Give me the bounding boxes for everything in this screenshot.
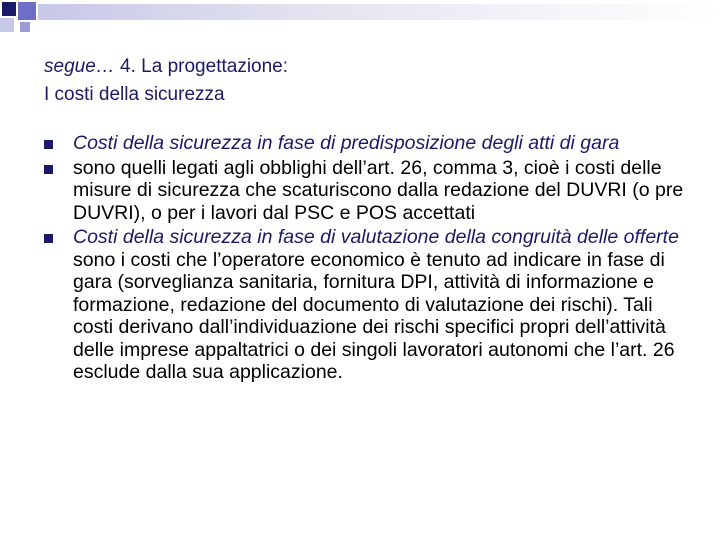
- bullet-square-icon: [44, 140, 53, 149]
- bullet-square-icon: [44, 165, 53, 174]
- bullet-item: [44, 226, 684, 384]
- bullet-square-icon: [44, 234, 53, 243]
- bullet-text: sono i costi che l’operatore economico è tenuto ad indicare in fase di gara (sorveglianza sanitaria, fornitura DPI, attività di informazione e formazione, redazione del documento di valutazione dei rischi). Tali costi derivano dall’individuazione dei rischi specifici propri dell’attività delle imprese appaltatrici o dei singoli lavoratori autonomi che l’art. 26 esclude dalla sua applicazione.: [73, 248, 675, 383]
- bullet-italic-text: Costi della sicurezza in fase di valutazione della congruità delle offerte: [73, 226, 679, 248]
- decor-square-dark: [2, 2, 16, 16]
- bullet-italic-text: Costi della sicurezza in fase di predisposizione degli atti di gara: [73, 132, 620, 154]
- bullet-text: sono quelli legati agli obblighi dell’art. 26, comma 3, cioè i costi delle misure di sicurezza che scaturiscono dalla redazione del DUVRI (o pre DUVRI), o per i lavori dal PSC e POS accettati: [73, 156, 684, 224]
- decor-square-small: [20, 22, 30, 32]
- bullet-item: [44, 157, 684, 225]
- bullet-list: [44, 132, 684, 386]
- title-line2: I costi della sicurezza: [44, 84, 225, 105]
- title-italic: segue…: [44, 56, 115, 77]
- decor-square-blue: [18, 2, 36, 20]
- bullet-item: [44, 132, 684, 155]
- title-line1: 4. La progettazione:: [114, 56, 289, 77]
- decor-square-light: [0, 18, 14, 32]
- decor-band: [38, 4, 720, 20]
- slide-title: [44, 53, 684, 109]
